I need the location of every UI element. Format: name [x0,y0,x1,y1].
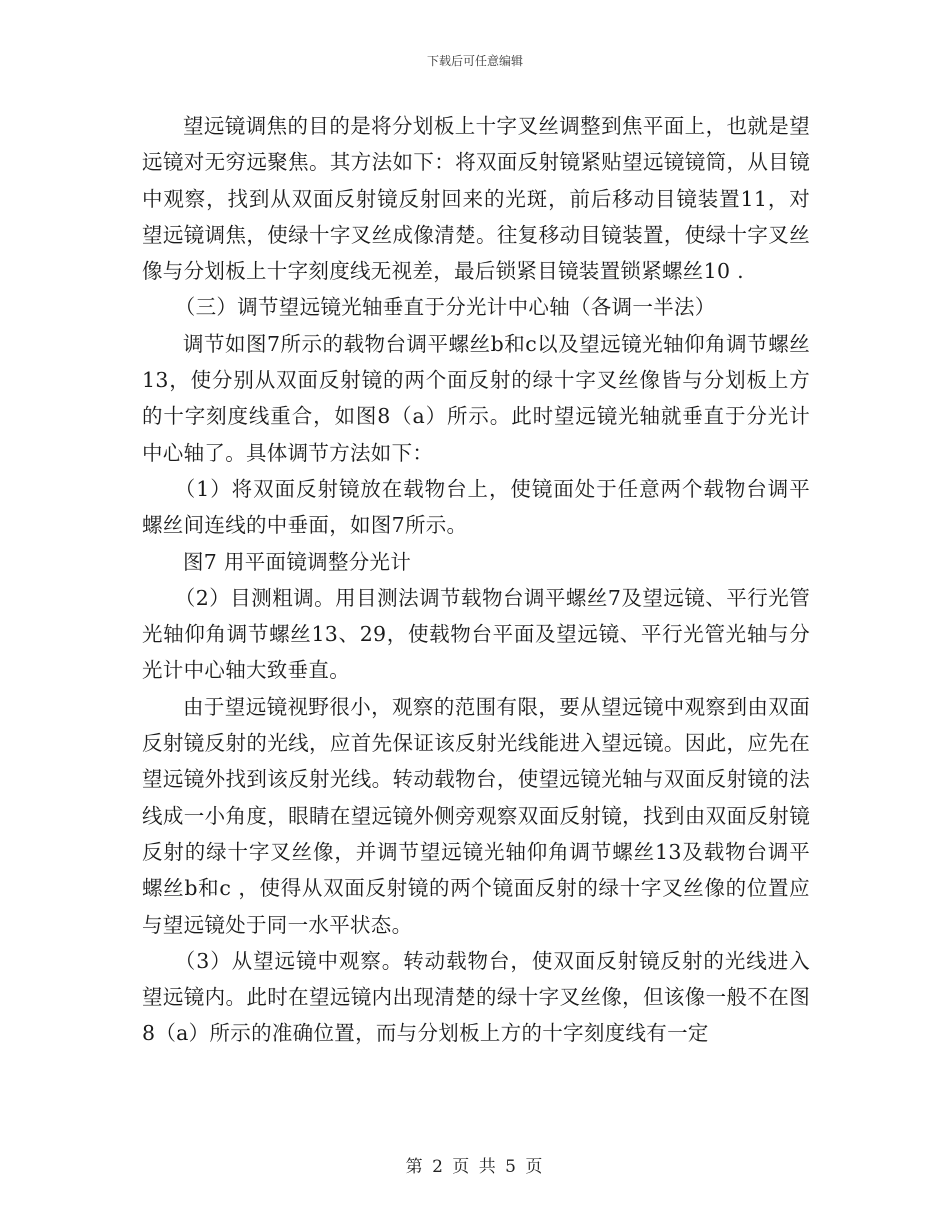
paragraph-adjust-screws: 调节如图7所示的载物台调平螺丝b和c以及望远镜光轴仰角调节螺丝13，使分别从双面反射镜的两个面反射的绿十字叉丝像皆与分划板上方的十字刻度线重合，如图8（a）所示。此时望远镜光轴就垂直于分光计中心轴了。具体调节方法如下： [142,331,810,465]
section-heading-optical-axis: （三）调节望远镜光轴垂直于分光计中心轴（各调一半法） [174,295,716,320]
paragraph-field-of-view: 由于望远镜视野很小，观察的范围有限，要从望远镜中观察到由双面反射镜反射的光线，应首先保证该反射光线能进入望远镜。因此，应先在望远镜外找到该反射光线。转动载物台，使望远镜光轴与双面反射镜的法线成一小角度，眼睛在望远镜外侧旁观察双面反射镜，找到由双面反射镜反射的绿十字叉丝像，并调节望远镜光轴仰角调节螺丝13及载物台调平螺丝b和c ，使得从双面反射镜的两个镜面反射的绿十字叉丝像的位置应与望远镜处于同一水平状态。 [142,694,810,937]
paragraph-step-3: （3）从望远镜中观察。转动载物台，使双面反射镜反射的光线进入望远镜内。此时在望远镜内出现清楚的绿十字叉丝像，但该像一般不在图8（a）所示的准确位置，而与分划板上方的十字刻度线有一定 [142,948,810,1046]
figure-caption: 图7 用平面镜调整分光计 [183,549,412,574]
page-header: 下载后可任意编辑 [426,54,523,68]
paragraph-step-2: （2）目测粗调。用目测法调节载物台调平螺丝7及望远镜、平行光管光轴仰角调节螺丝13、29，使载物台平面及望远镜、平行光管光轴与分光计中心轴大致垂直。 [142,585,810,683]
paragraph-telescope-focus: 望远镜调焦的目的是将分划板上十字叉丝调整到焦平面上，也就是望远镜对无穷远聚焦。其方法如下：将双面反射镜紧贴望远镜镜筒，从目镜中观察，找到从双面反射镜反射回来的光斑，前后移动目镜装置11，对望远镜调焦，使绿十字叉丝成像清楚。往复移动目镜装置，使绿十字叉丝像与分划板上十字刻度线无视差，最后锁紧目镜装置锁紧螺丝10 . [142,114,810,284]
paragraph-step-1: （1）将双面反射镜放在载物台上，使镜面处于任意两个载物台调平螺丝间连线的中垂面，如图7所示。 [142,476,810,538]
page-number: 第 2 页 共 5 页 [405,1157,545,1177]
document-body [142,108,810,1052]
